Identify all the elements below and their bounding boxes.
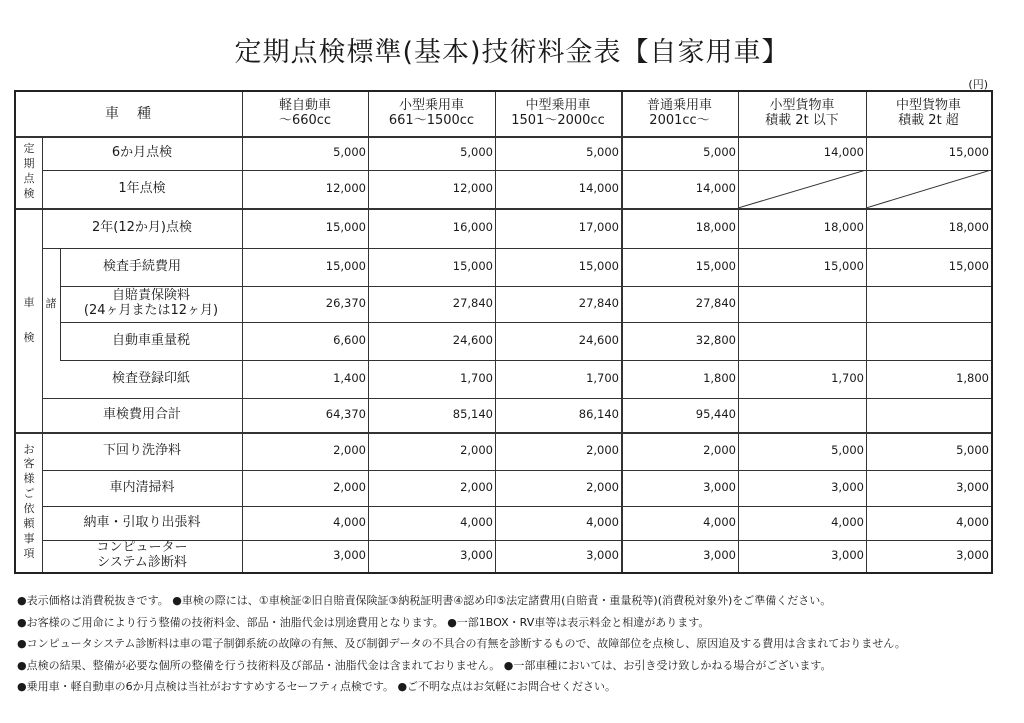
note-4: ●点検の結果、整備が必要な個所の整備を行う技術料及び部品・油脂代金は含まれておりません。 ●一部車種においては、お引き受け致しかねる場合がございます。 bbox=[17, 658, 832, 672]
price-cell: 2,000 bbox=[586, 480, 619, 495]
header-line2: ～660cc bbox=[278, 113, 332, 128]
price-cell: 5,000 bbox=[956, 443, 989, 458]
row-label-text: 下回り洗浄料 bbox=[102, 442, 181, 458]
price-cell: 32,800 bbox=[695, 333, 736, 348]
price-cell: 3,000 bbox=[831, 548, 864, 563]
price-cell: 5,000 bbox=[460, 145, 493, 160]
price-cell: 27,840 bbox=[578, 296, 619, 311]
header-line1: 中型貨物車 bbox=[895, 98, 961, 114]
price-cell: 15,000 bbox=[948, 259, 989, 274]
vertical-label-text: 定期点検 bbox=[23, 142, 35, 200]
row-label-text: 検査手続費用 bbox=[102, 258, 181, 274]
price-cell: 14,000 bbox=[695, 181, 736, 196]
row-label-text: コンピューター bbox=[96, 540, 188, 556]
price-cell: 15,000 bbox=[823, 259, 864, 274]
header-vehicle-type: 車 種 bbox=[105, 105, 153, 122]
price-cell: 27,840 bbox=[695, 296, 736, 311]
row-label-text: 車内清掃料 bbox=[109, 479, 175, 495]
price-table bbox=[14, 90, 993, 574]
price-cell: 3,000 bbox=[586, 548, 619, 563]
price-cell bbox=[738, 322, 866, 360]
price-cell: 1,700 bbox=[460, 371, 493, 386]
price-cell: 15,000 bbox=[452, 259, 493, 274]
price-cell: 5,000 bbox=[703, 145, 736, 160]
header-line1: 軽自動車 bbox=[278, 98, 331, 114]
group-shaken-label bbox=[16, 208, 42, 432]
price-cell: 2,000 bbox=[586, 443, 619, 458]
row-label bbox=[60, 360, 242, 398]
price-cell: 3,000 bbox=[956, 480, 989, 495]
not-applicable-slash bbox=[866, 170, 991, 208]
not-applicable-slash bbox=[738, 170, 866, 208]
price-cell bbox=[866, 322, 991, 360]
header-line2: 1501～2000cc bbox=[511, 113, 605, 128]
header-line1: 普通乗用車 bbox=[646, 98, 712, 114]
row-label-text: 自賠責保険料 bbox=[111, 288, 190, 304]
price-cell: 4,000 bbox=[956, 515, 989, 530]
price-cell: 2,000 bbox=[460, 480, 493, 495]
price-cell: 86,140 bbox=[578, 407, 619, 422]
price-cell: 3,000 bbox=[703, 548, 736, 563]
row-label bbox=[42, 136, 242, 170]
price-cell: 16,000 bbox=[452, 220, 493, 235]
price-cell: 2,000 bbox=[703, 443, 736, 458]
row-label bbox=[42, 470, 242, 506]
row-label-text: 6か月点検 bbox=[111, 144, 173, 160]
header-col-2 bbox=[368, 92, 495, 136]
price-cell: 1,800 bbox=[703, 371, 736, 386]
price-cell: 24,600 bbox=[578, 333, 619, 348]
row-label-text: 2年(12か月)点検 bbox=[92, 219, 192, 235]
header-line2: 661～1500cc bbox=[388, 113, 475, 128]
group-request-label bbox=[16, 432, 42, 572]
price-cell: 4,000 bbox=[586, 515, 619, 530]
header-col-5 bbox=[738, 92, 866, 136]
notes bbox=[17, 590, 1017, 698]
price-cell: 3,000 bbox=[703, 480, 736, 495]
note-1: ●表示価格は消費税抜きです。 ●車検の際には、①車検証②旧自賠責保険証③納税証明書④認め印⑤法定諸費用(自賠責・重量税等)(消費税対象外)をご準備ください。 bbox=[17, 594, 832, 607]
group-teiki-label bbox=[16, 136, 42, 208]
price-cell bbox=[738, 398, 866, 432]
page-title: 定期点検標準(基本)技術料金表【自家用車】 bbox=[234, 37, 790, 68]
price-cell: 3,000 bbox=[333, 548, 366, 563]
price-cell: 6,600 bbox=[333, 333, 366, 348]
price-cell: 1,700 bbox=[831, 371, 864, 386]
price-cell: 24,600 bbox=[452, 333, 493, 348]
price-cell: 4,000 bbox=[831, 515, 864, 530]
header-col-3 bbox=[495, 92, 621, 136]
price-cell: 1,400 bbox=[333, 371, 366, 386]
row-label bbox=[60, 322, 242, 360]
price-cell: 3,000 bbox=[831, 480, 864, 495]
header-col-4 bbox=[621, 92, 738, 136]
price-cell: 27,840 bbox=[452, 296, 493, 311]
price-cell: 5,000 bbox=[831, 443, 864, 458]
price-cell: 18,000 bbox=[948, 220, 989, 235]
price-cell: 26,370 bbox=[325, 296, 366, 311]
price-cell bbox=[738, 286, 866, 322]
price-cell: 15,000 bbox=[325, 220, 366, 235]
vertical-label-text: お客様ご依頼事項 bbox=[23, 442, 35, 560]
price-cell: 15,000 bbox=[325, 259, 366, 274]
price-cell: 5,000 bbox=[333, 145, 366, 160]
price-cell: 3,000 bbox=[956, 548, 989, 563]
note-5: ●乗用車・軽自動車の6か月点検は当社がおすすめするセーフティ点検です。 ●ご不明な点はお気軽にお問合せください。 bbox=[17, 680, 617, 693]
row-label-text-2: システム診断料 bbox=[97, 555, 187, 570]
price-cell: 1,700 bbox=[586, 371, 619, 386]
price-cell: 15,000 bbox=[695, 259, 736, 274]
price-cell: 1,800 bbox=[956, 371, 989, 386]
row-label-text: 検査登録印紙 bbox=[111, 370, 190, 386]
header-line2: 積載 2t 超 bbox=[898, 113, 959, 128]
price-cell: 4,000 bbox=[333, 515, 366, 530]
row-label bbox=[42, 540, 242, 572]
price-cell: 12,000 bbox=[325, 181, 366, 196]
price-cell: 64,370 bbox=[325, 407, 366, 422]
row-label bbox=[42, 248, 242, 286]
price-cell: 3,000 bbox=[460, 548, 493, 563]
header-line2: 2001cc～ bbox=[649, 113, 710, 128]
price-cell: 2,000 bbox=[333, 480, 366, 495]
price-cell: 12,000 bbox=[452, 181, 493, 196]
price-cell: 15,000 bbox=[948, 145, 989, 160]
row-label-text-2: (24ヶ月または12ヶ月) bbox=[83, 303, 219, 318]
price-cell: 5,000 bbox=[586, 145, 619, 160]
price-cell bbox=[866, 286, 991, 322]
price-cell: 18,000 bbox=[823, 220, 864, 235]
note-2: ●お客様のご用命により行う整備の技術料金、部品・油脂代金は別途費用となります。 ●一部1BOX・RV車等は表示料金と相違があります。 bbox=[17, 615, 710, 629]
price-cell: 2,000 bbox=[333, 443, 366, 458]
row-label-text: 1年点検 bbox=[118, 180, 166, 196]
vertical-label-text: 諸 bbox=[45, 297, 57, 311]
price-cell: 15,000 bbox=[578, 259, 619, 274]
row-label-text: 車検費用合計 bbox=[102, 406, 181, 422]
header-line1: 小型貨物車 bbox=[769, 98, 835, 114]
note-3: ●コンピュータシステム診断料は車の電子制御系統の故障の有無、及び制御データの不具合の有無を診断するもので、故障部位を点検し、原因追及する費用は含まれておりません。 bbox=[17, 637, 906, 650]
header-col-1 bbox=[242, 92, 368, 136]
row-label-text: 自動車重量税 bbox=[111, 332, 190, 348]
row-label bbox=[42, 506, 242, 540]
price-cell: 17,000 bbox=[578, 220, 619, 235]
vertical-label-text: 車検 bbox=[23, 295, 35, 344]
price-cell: 14,000 bbox=[823, 145, 864, 160]
price-cell: 18,000 bbox=[695, 220, 736, 235]
price-cell: 4,000 bbox=[703, 515, 736, 530]
header-col-6 bbox=[866, 92, 991, 136]
header-line1: 中型乗用車 bbox=[525, 98, 591, 114]
price-cell: 4,000 bbox=[460, 515, 493, 530]
price-cell bbox=[866, 398, 991, 432]
header-line1: 小型乗用車 bbox=[398, 98, 464, 114]
price-cell: 2,000 bbox=[460, 443, 493, 458]
row-label-text: 納車・引取り出張料 bbox=[83, 514, 201, 530]
row-label bbox=[42, 398, 242, 432]
price-cell: 14,000 bbox=[578, 181, 619, 196]
row-label bbox=[60, 286, 242, 322]
price-cell: 85,140 bbox=[452, 407, 493, 422]
row-label bbox=[42, 170, 242, 208]
price-cell: 95,440 bbox=[695, 407, 736, 422]
row-label bbox=[42, 432, 242, 470]
row-label bbox=[42, 208, 242, 248]
header-line2: 積載 2t 以下 bbox=[765, 113, 839, 128]
unit-label: (円) bbox=[968, 78, 988, 91]
